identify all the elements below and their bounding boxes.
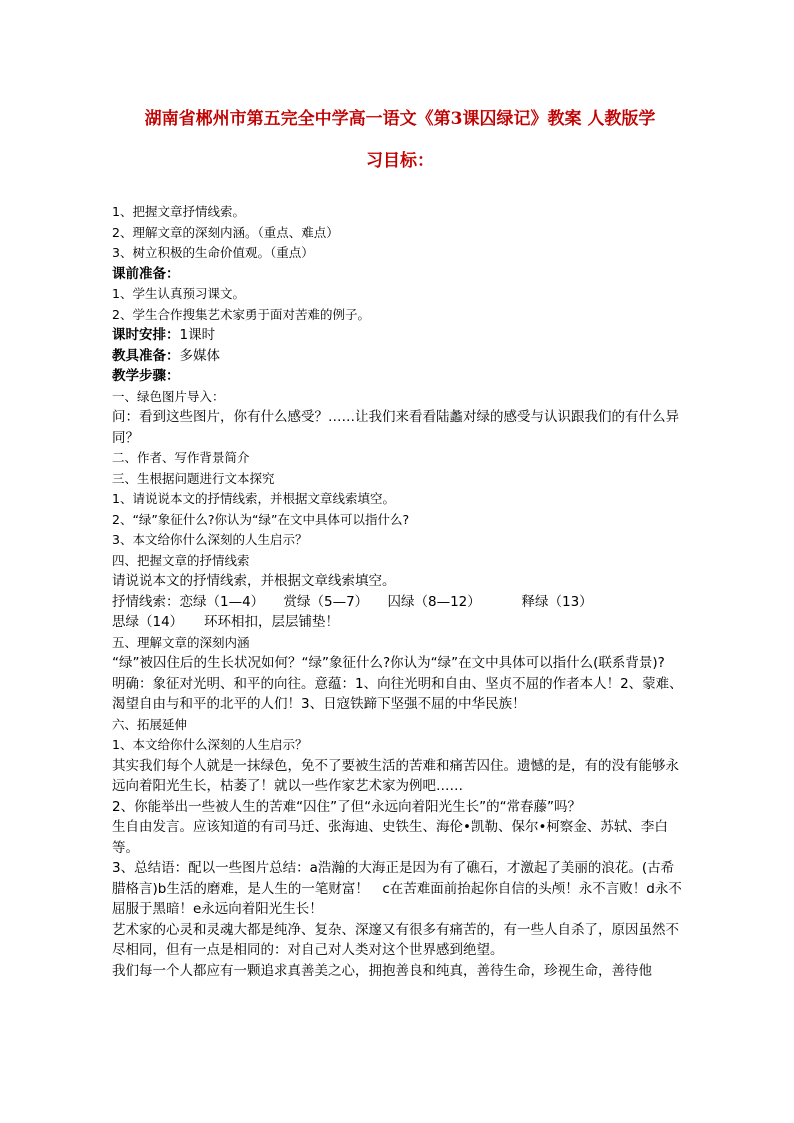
question-item: 1、本文给你什么深刻的人生启示？	[112, 737, 308, 752]
clue-label: 抒情线索：	[112, 593, 180, 610]
document-title-continued: 习目标：	[366, 151, 434, 171]
question-item: 2、“绿”象征什么?你认为“绿”在文中具体可以指什么?	[112, 511, 410, 527]
tools-label: 教具准备：	[112, 347, 180, 364]
section-heading: 一、绿色图片导入：	[112, 388, 225, 404]
section-question: “绿”被囚住后的生长状况如何？“绿”象征什么?你认为“绿”在文中具体可以指什么(联系背景)?	[112, 655, 665, 671]
paragraph: 3、总结语：配以一些图片总结：a浩瀚的大海正是因为有了礁石，才激起了美丽的浪花。(古希腊格言)b生活的磨难，是人生的一笔财富！ c在苦难面前抬起你自信的头颅！永不言败！d永不屈服于黑暗！e永远向着阳光生长！	[112, 860, 682, 917]
section-heading: 六、拓展延伸	[112, 716, 188, 732]
paragraph: 艺术家的心灵和灵魂大都是纯净、复杂、深邃又有很多有痛苦的，有一些人自杀了，原因虽然不尽相同，但有一点是相同的：对自己对人类对这个世界感到绝望。	[112, 921, 679, 958]
clue-conclusion: 环环相扣，层层铺垫！	[204, 614, 339, 630]
clue-item: 囚绿（8—12）	[387, 593, 481, 610]
tools-line	[112, 346, 686, 367]
clue-item: 思绿（14）	[112, 614, 184, 630]
question-item: 2、你能举出一些被人生的苦难“囚住”了但“永远向着阳光生长”的“常春藤”吗？	[112, 798, 582, 815]
section-heading: 三、生根据问题进行文本探究	[112, 470, 275, 486]
prep-heading: 课前准备：	[112, 265, 180, 282]
section-text: 请说说本文的抒情线索，并根据文章线索填空。	[112, 573, 396, 589]
prep-item: 1、学生认真预习课文。	[112, 286, 245, 301]
section-heading: 四、把握文章的抒情线索	[112, 552, 250, 568]
document-body	[112, 202, 686, 981]
clue-line	[112, 612, 686, 633]
paragraph: 我们每一个人都应有一颗追求真善美之心，拥抱善良和纯真，善待生命，珍视生命，善待他	[112, 962, 652, 979]
paragraph: 生自由发言。应该知道的有司马迁、张海迪、史铁生、海伦•凯勒、保尔•柯察金、苏轼、李白等。	[112, 819, 668, 856]
prep-item: 2、学生合作搜集艺术家勇于面对苦难的例子。	[112, 306, 370, 322]
section-text: 问：看到这些图片，你有什么感受？……让我们来看看陆蠡对绿的感受与认识跟我们的有什么异同？	[112, 409, 679, 446]
schedule-line	[112, 325, 686, 346]
section-heading: 二、作者、写作背景简介	[112, 450, 250, 465]
schedule-label: 课时安排：	[112, 327, 180, 343]
schedule-value: 1课时	[179, 327, 216, 343]
tools-value: 多媒体	[179, 347, 220, 364]
objective-item: 1、把握文章抒情线索。	[112, 204, 245, 219]
steps-heading: 教学步骤：	[112, 368, 180, 384]
clue-line	[112, 592, 686, 613]
section-heading: 五、理解文章的深刻内涵	[112, 634, 250, 650]
section-answer: 明确：象征对光明、和平的向往。意蕴：1、向往光明和自由、坚贞不屈的作者本人！2、蒙难、渴望自由与和平的北平的人们！3、日寇铁蹄下坚强不屈的中华民族！	[112, 675, 683, 712]
question-item: 1、请说说本文的抒情线索，并根据文章线索填空。	[112, 491, 395, 506]
clue-item: 恋绿（1—4）	[179, 593, 265, 610]
clue-item: 赏绿（5—7）	[283, 593, 369, 610]
objective-item: 3、树立积极的生命价值观。（重点）	[112, 245, 314, 260]
paragraph: 其实我们每个人就是一抹绿色，免不了要被生活的苦难和痛苦囚住。遗憾的是，有的没有能够永远向着阳光生长，枯萎了！就以一些作家艺术家为例吧……	[112, 757, 679, 794]
objective-item: 2、理解文章的深刻内涵。（重点、难点）	[112, 224, 339, 240]
document-title: 湖南省郴州市第五完全中学高一语文《第3课囚绿记》教案 人教版学	[144, 109, 656, 129]
question-item: 3、本文给你什么深刻的人生启示？	[112, 532, 308, 547]
clue-item: 释绿（13）	[521, 593, 593, 610]
